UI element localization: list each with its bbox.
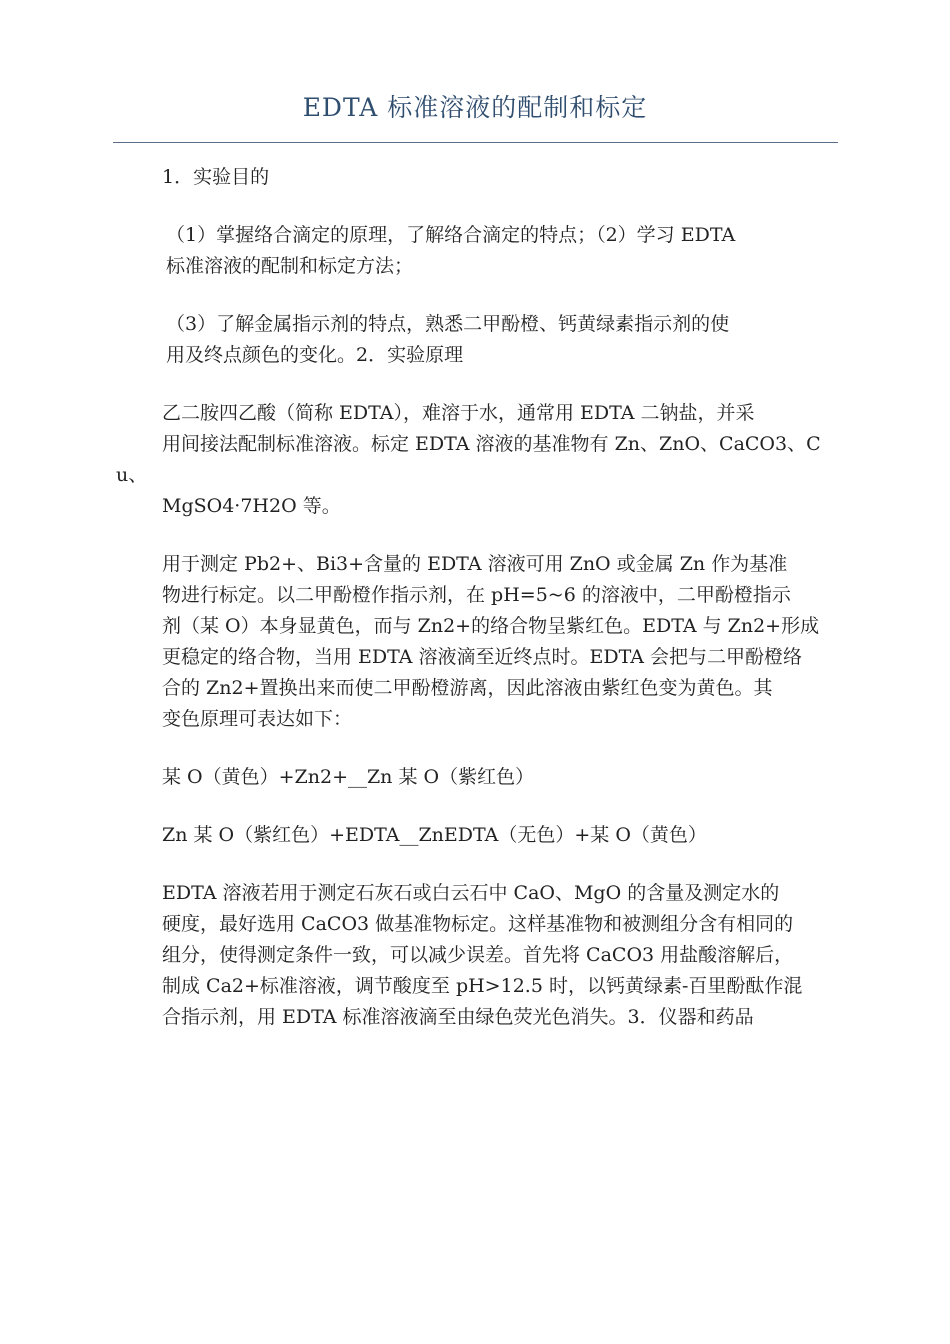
text-line: （1）掌握络合滴定的原理，了解络合滴定的特点；（2）学习 EDTA [166,224,736,246]
text-line: （3）了解金属指示剂的特点，熟悉二甲酚橙、钙黄绿素指示剂的使 [166,313,730,335]
title-divider [113,142,838,143]
text-line: 硬度，最好选用 CaCO3 做基准物标定。这样基准物和被测组分含有相同的 [162,913,794,935]
text-line: MgSO4·7H2O 等。 [162,495,341,517]
paragraph [116,220,841,282]
paragraph [116,549,841,735]
text-line: 标准溶液的配制和标定方法； [166,255,414,277]
paragraph [116,820,841,851]
text-line: 变色原理可表达如下： [162,708,353,730]
text-line: 合的 Zn2+置换出来而使二甲酚橙游离，因此溶液由紫红色变为黄色。其 [162,677,773,699]
paragraph [116,309,841,371]
text-line: 用于测定 Pb2+、Bi3+含量的 EDTA 溶液可用 ZnO 或金属 Zn 作为基准 [162,553,788,575]
paragraph [116,162,841,193]
text-line: 1．实验目的 [162,166,270,188]
text-line: 组分，使得测定条件一致，可以减少误差。首先将 CaCO3 用盐酸溶解后， [162,944,794,966]
text-line: 乙二胺四乙酸（简称 EDTA），难溶于水，通常用 EDTA 二钠盐，并采 [162,402,755,424]
text-line: Zn 某 O（紫红色）+EDTA__ZnEDTA（无色）+某 O（黄色） [162,824,707,846]
text-line: 制成 Ca2+标准溶液，调节酸度至 pH>12.5 时，以钙黄绿素-百里酚酞作混 [162,975,803,997]
text-line: EDTA 溶液若用于测定石灰石或白云石中 CaO、MgO 的含量及测定水的 [162,882,780,904]
text-line: 合指示剂，用 EDTA 标准溶液滴至由绿色荧光色消失。3．仪器和药品 [162,1006,754,1028]
document-body [116,162,841,1060]
text-line: 用及终点颜色的变化。2．实验原理 [166,344,464,366]
text-line: 剂（某 O）本身显黄色，而与 Zn2+的络合物呈紫红色。EDTA 与 Zn2+形成 [162,615,820,637]
text-line: 物进行标定。以二甲酚橙作指示剂，在 pH=5~6 的溶液中，二甲酚橙指示 [162,584,791,606]
paragraph [116,762,841,793]
paragraph [116,398,841,522]
document-title: EDTA 标准溶液的配制和标定 [302,93,648,122]
paragraph [116,878,841,1033]
text-line: 更稳定的络合物，当用 EDTA 溶液滴至近终点时。EDTA 会把与二甲酚橙络 [162,646,803,668]
text-line: 用间接法配制标准溶液。标定 EDTA 溶液的基准物有 Zn、ZnO、CaCO3、Cu、 [116,433,821,486]
text-line: 某 O（黄色）+Zn2+__Zn 某 O（紫红色） [162,766,535,788]
